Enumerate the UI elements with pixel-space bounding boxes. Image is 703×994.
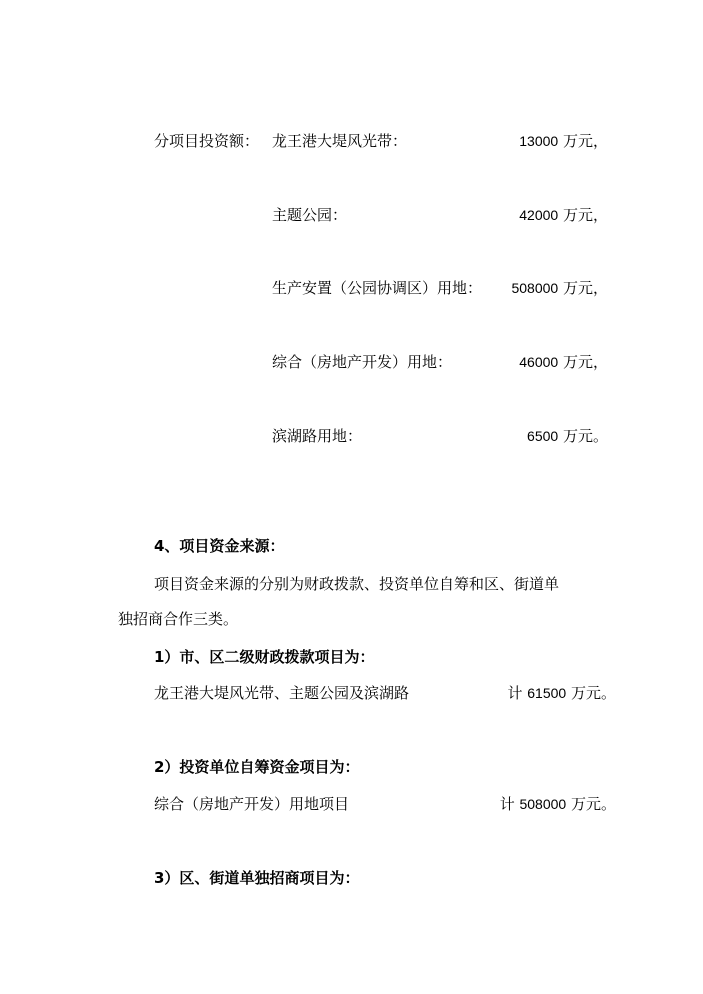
investment-item-amount xyxy=(511,278,608,298)
amount-unit: 万元， xyxy=(562,206,608,224)
amount-prefix: 计 xyxy=(499,795,515,813)
paragraph-line: 独招商合作三类。 xyxy=(118,610,239,628)
investment-item-amount xyxy=(519,352,608,372)
investment-item-amount xyxy=(519,205,608,225)
investment-item-name: 主题公园： xyxy=(272,206,348,224)
section-heading: 4、项目资金来源： xyxy=(154,537,285,555)
investment-item-amount xyxy=(519,131,608,151)
investment-label: 分项目投资额： xyxy=(154,132,260,150)
investment-item-amount xyxy=(527,426,608,446)
amount-value: 13000 xyxy=(519,133,559,149)
amount-unit: 万元， xyxy=(562,279,608,297)
amount-value: 61500 xyxy=(527,685,567,701)
subsection-heading: 2）投资单位自筹资金项目为： xyxy=(154,758,360,776)
funding-item-name: 龙王港大堤风光带、主题公园及滨湖路 xyxy=(154,684,410,702)
amount-value: 46000 xyxy=(519,354,559,370)
amount-prefix: 计 xyxy=(507,684,523,702)
amount-value: 508000 xyxy=(519,796,567,812)
amount-value: 42000 xyxy=(519,207,559,223)
funding-item-amount xyxy=(500,794,616,814)
funding-item-name: 综合（房地产开发）用地项目 xyxy=(154,795,350,813)
amount-value: 508000 xyxy=(511,280,559,296)
amount-unit: 万元。 xyxy=(570,795,616,813)
investment-item-name: 生产安置（公园协调区）用地： xyxy=(272,279,483,297)
investment-item-name: 龙王港大堤风光带： xyxy=(272,132,408,150)
subsection-heading: 1）市、区二级财政拨款项目为： xyxy=(154,648,375,666)
amount-unit: 万元， xyxy=(562,132,608,150)
amount-unit: 万元。 xyxy=(562,427,608,445)
amount-value: 6500 xyxy=(527,428,559,444)
amount-unit: 万元。 xyxy=(570,684,616,702)
investment-item-name: 滨湖路用地： xyxy=(272,427,363,445)
subsection-heading: 3）区、街道单独招商项目为： xyxy=(154,869,360,887)
investment-item-name: 综合（房地产开发）用地： xyxy=(272,353,453,371)
amount-unit: 万元， xyxy=(562,353,608,371)
funding-item-amount xyxy=(507,683,616,703)
paragraph-line: 项目资金来源的分别为财政拨款、投资单位自筹和区、街道单 xyxy=(154,575,560,593)
